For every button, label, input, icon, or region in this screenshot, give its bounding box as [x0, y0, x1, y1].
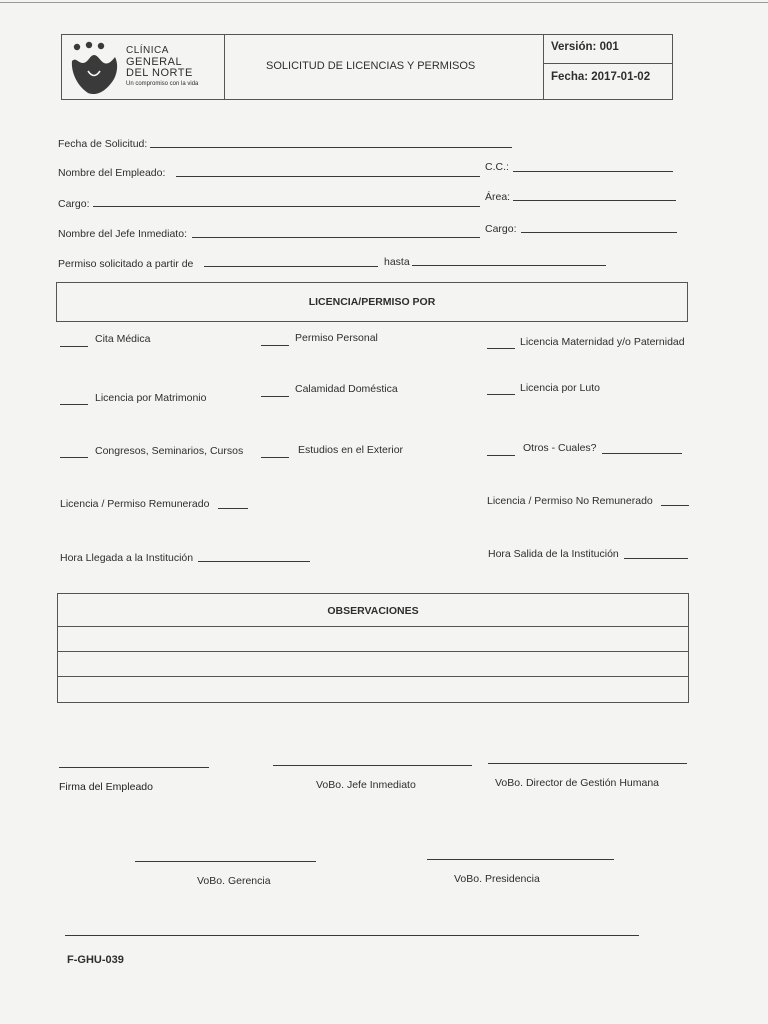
licencia-matrimonio-label: Licencia por Matrimonio — [95, 392, 207, 404]
cargo-field[interactable] — [93, 206, 480, 207]
estudios-exterior-label: Estudios en el Exterior — [298, 444, 404, 456]
firma-jefe-label: VoBo. Jefe Inmediato — [316, 779, 416, 791]
permiso-personal-checkbox[interactable] — [261, 345, 289, 346]
congresos-label: Congresos, Seminarios, Cursos — [95, 445, 244, 457]
cita-medica-label: Cita Médica — [95, 333, 151, 345]
version-label: Versión: 001 — [551, 41, 619, 53]
logo-line-2: GENERAL — [126, 56, 183, 68]
licencia-luto-checkbox[interactable] — [487, 394, 515, 395]
no-remunerado-label: Licencia / Permiso No Remunerado — [487, 495, 653, 507]
logo-line-1: CLÍNICA — [126, 45, 169, 56]
nombre-empleado-field[interactable] — [176, 176, 480, 177]
scan-edge-line — [0, 2, 768, 3]
licencia-maternidad-checkbox[interactable] — [487, 348, 515, 349]
form-code: F-GHU-039 — [67, 954, 124, 966]
firma-empleado-line[interactable] — [59, 767, 209, 768]
form-title: SOLICITUD DE LICENCIAS Y PERMISOS — [266, 60, 476, 72]
footer-rule — [65, 935, 639, 936]
licencia-maternidad-label: Licencia Maternidad y/o Paternidad — [520, 336, 685, 348]
hasta-field[interactable] — [412, 265, 606, 266]
fecha-solicitud-field[interactable] — [150, 147, 512, 148]
firma-director-line[interactable] — [488, 763, 687, 764]
licencia-luto-label: Licencia por Luto — [520, 382, 600, 394]
fecha-solicitud-label: Fecha de Solicitud: — [58, 138, 148, 150]
logo-tagline: Un compromiso con la vida — [126, 81, 199, 87]
licencia-section-header — [56, 282, 688, 322]
date-label: Fecha: 2017-01-02 — [551, 71, 651, 83]
otros-checkbox[interactable] — [487, 455, 515, 456]
cargo-jefe-field[interactable] — [521, 232, 677, 233]
observaciones-line-1[interactable] — [58, 626, 688, 627]
observaciones-title: OBSERVACIONES — [327, 605, 419, 617]
area-label: Área: — [485, 191, 511, 203]
hora-llegada-field[interactable] — [198, 561, 310, 562]
permiso-desde-field[interactable] — [204, 266, 378, 267]
hora-salida-label: Hora Salida de la Institución — [488, 548, 619, 560]
cargo-label: Cargo: — [58, 198, 90, 210]
licencia-matrimonio-checkbox[interactable] — [60, 404, 88, 405]
nombre-empleado-label: Nombre del Empleado: — [58, 167, 166, 179]
estudios-exterior-checkbox[interactable] — [261, 457, 289, 458]
cita-medica-checkbox[interactable] — [60, 346, 88, 347]
cc-label: C.C.: — [485, 161, 509, 173]
observaciones-line-2[interactable] — [58, 651, 688, 652]
calamidad-domestica-label: Calamidad Doméstica — [295, 383, 398, 395]
area-field[interactable] — [513, 200, 676, 201]
licencia-section-title: LICENCIA/PERMISO POR — [308, 296, 436, 308]
otros-cuales-field[interactable] — [602, 453, 682, 454]
nombre-jefe-label: Nombre del Jefe Inmediato: — [58, 228, 187, 240]
hora-salida-field[interactable] — [624, 558, 688, 559]
observaciones-line-3[interactable] — [58, 676, 688, 677]
cc-field[interactable] — [513, 171, 673, 172]
cargo-jefe-label: Cargo: — [485, 223, 517, 235]
no-remunerado-checkbox[interactable] — [661, 505, 689, 506]
logo-line-3: DEL NORTE — [126, 67, 193, 79]
firma-gerencia-label: VoBo. Gerencia — [197, 875, 271, 887]
calamidad-domestica-checkbox[interactable] — [261, 396, 289, 397]
firma-presidencia-line[interactable] — [427, 859, 614, 860]
observaciones-box — [57, 593, 689, 703]
remunerado-label: Licencia / Permiso Remunerado — [60, 498, 210, 510]
firma-presidencia-label: VoBo. Presidencia — [454, 873, 540, 885]
permiso-personal-label: Permiso Personal — [295, 332, 378, 344]
firma-director-label: VoBo. Director de Gestión Humana — [495, 777, 660, 789]
permiso-desde-label: Permiso solicitado a partir de — [58, 258, 194, 270]
firma-gerencia-line[interactable] — [135, 861, 316, 862]
remunerado-checkbox[interactable] — [218, 508, 248, 509]
version-separator — [544, 63, 673, 64]
form-header — [61, 34, 673, 100]
hora-llegada-label: Hora Llegada a la Institución — [60, 552, 194, 564]
logo-cell — [62, 35, 225, 99]
hasta-label: hasta — [384, 256, 410, 268]
version-cell — [543, 35, 673, 99]
congresos-checkbox[interactable] — [60, 457, 88, 458]
firma-empleado-label: Firma del Empleado — [59, 781, 153, 793]
firma-jefe-line[interactable] — [273, 765, 472, 766]
clinic-logo-icon — [68, 41, 122, 95]
otros-label: Otros - Cuales? — [523, 442, 597, 454]
nombre-jefe-field[interactable] — [192, 237, 480, 238]
